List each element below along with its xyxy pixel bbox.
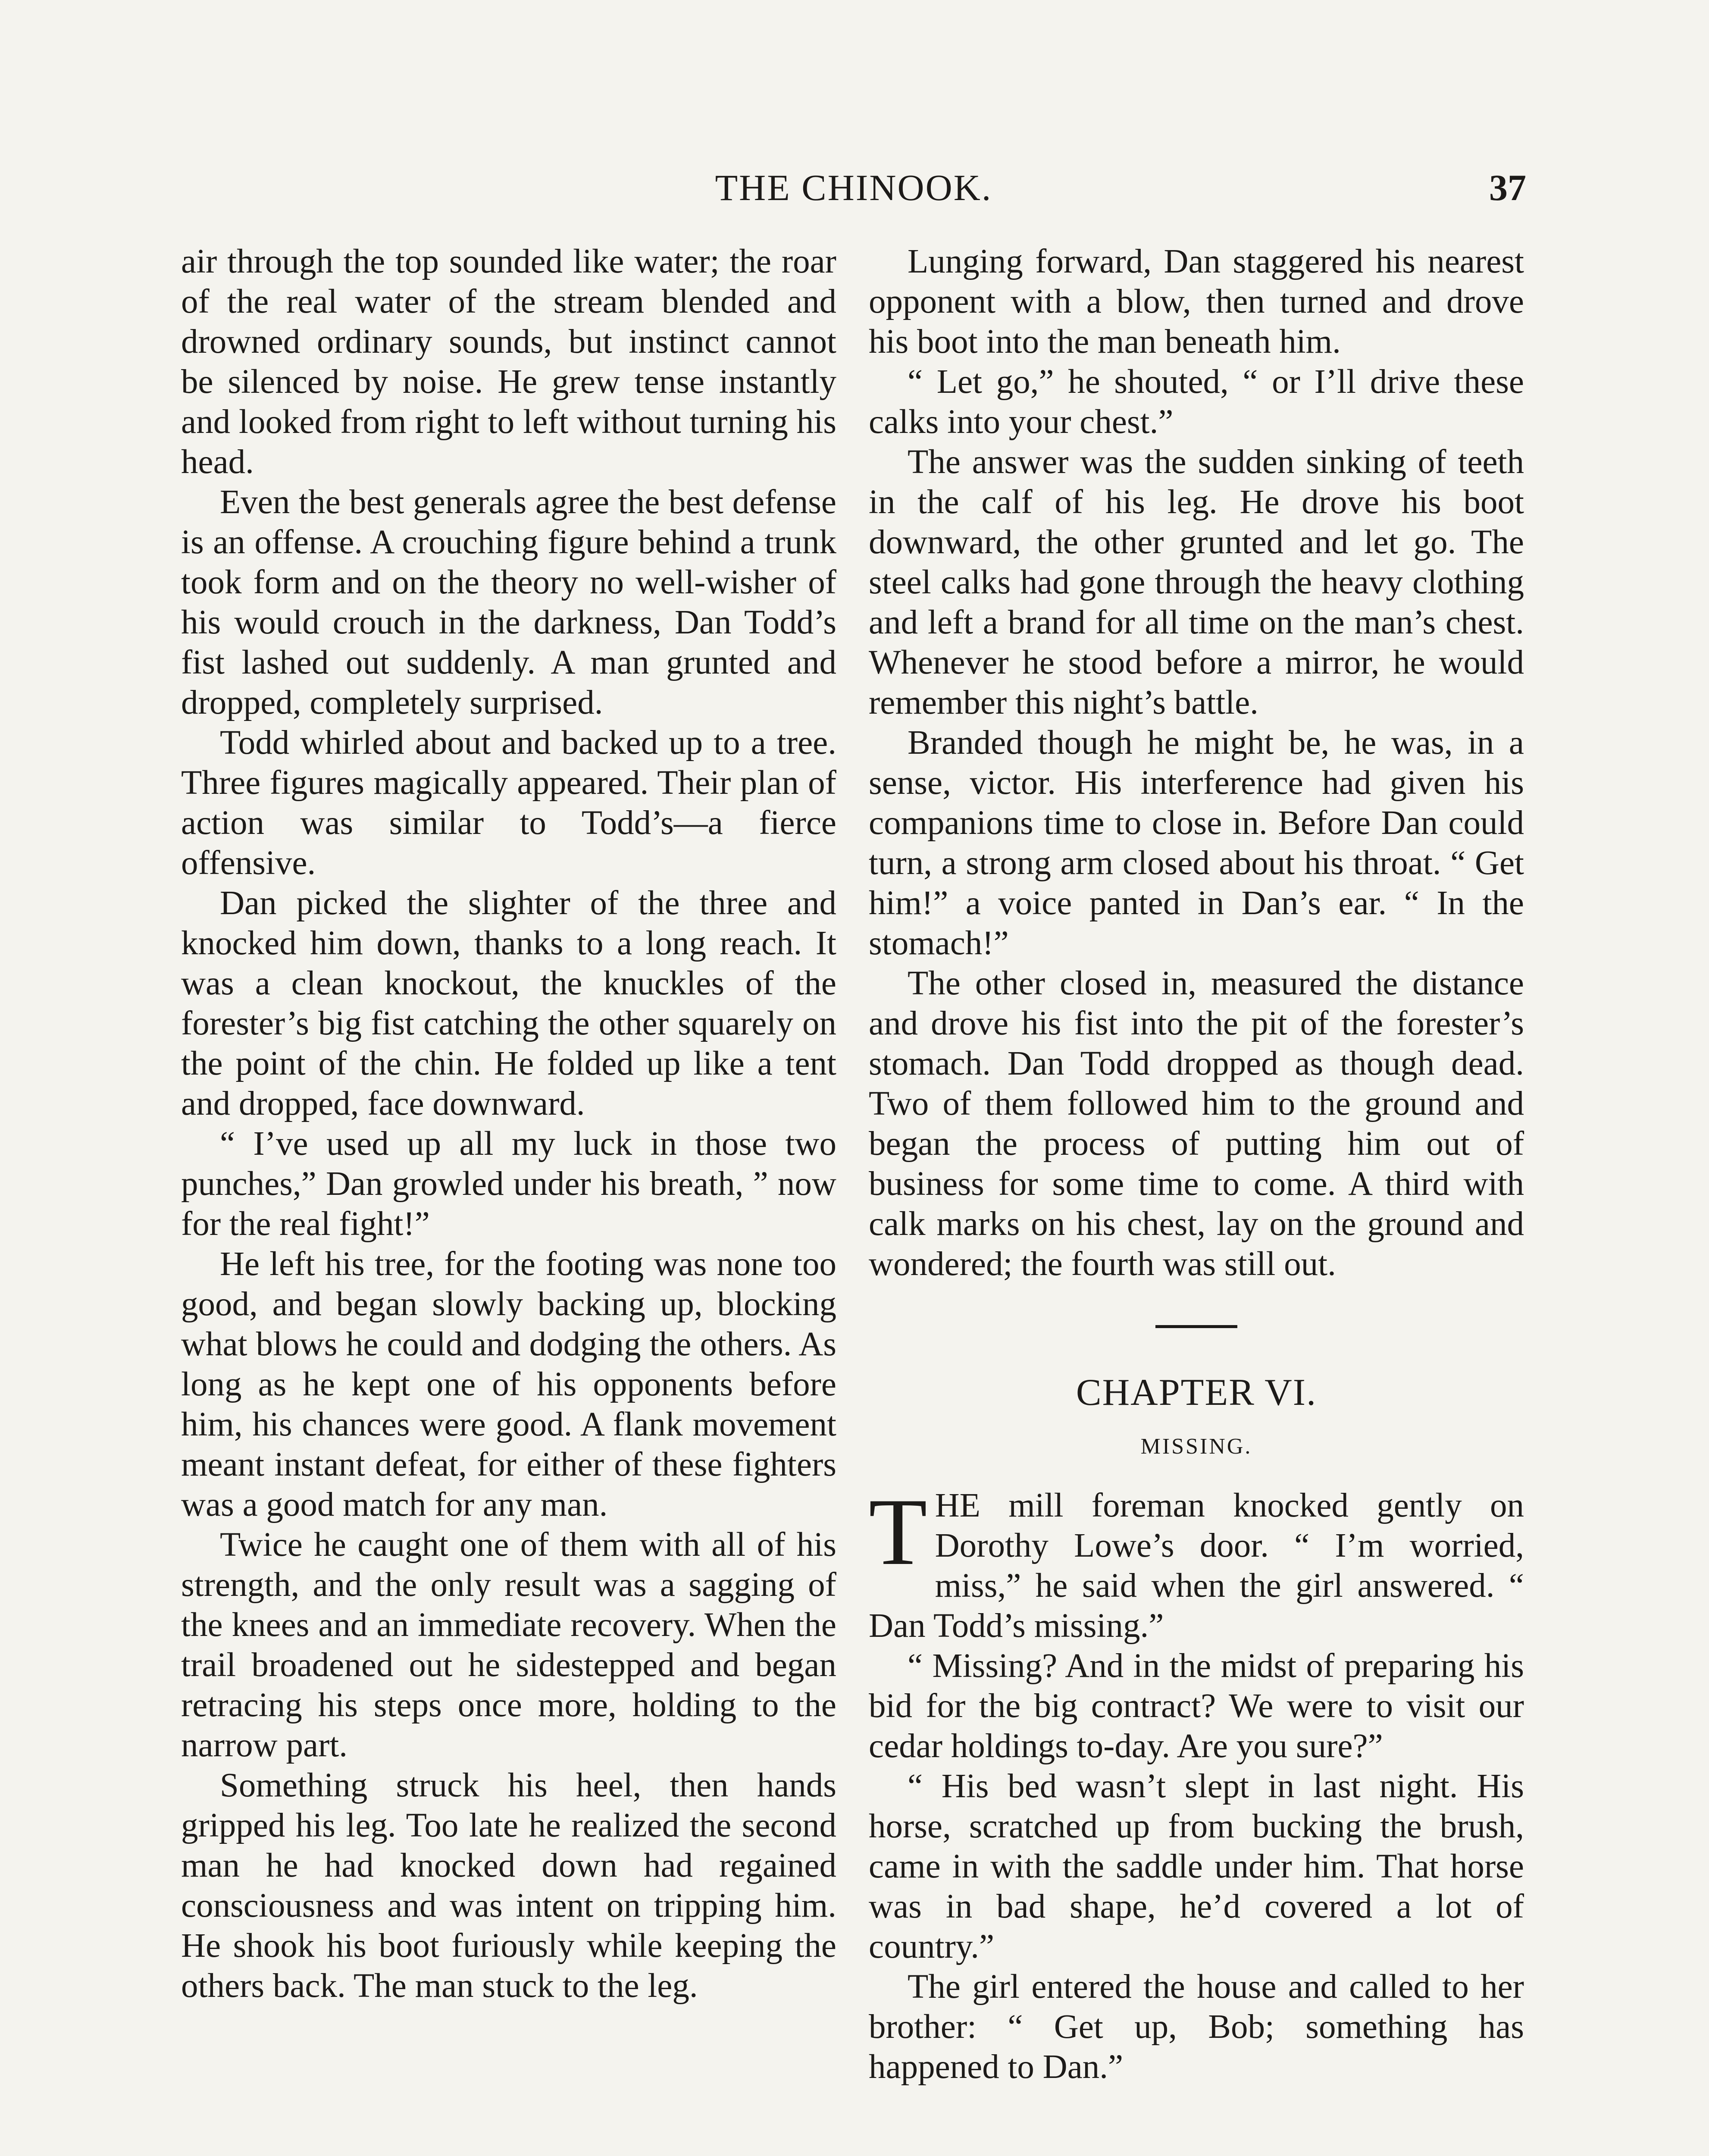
paragraph: “ Let go,” he shouted, “ or I’ll drive these calks into your chest.” [869,363,1524,441]
paragraph: Something struck his heel, then hands gripped his leg. Too late he realized the second man he had knocked down had regained consciousness and was intent on tripping him. He shook his boot furiously while keeping the others back. The man stuck to the leg. [181,1767,836,2005]
paragraph: air through the top sounded like water; the roar of the real water of the stream blended and drowned ordinary sounds, but instinct cannot be silenced by noise. He grew tense instantly and looked from right to left without turning his head. [181,243,836,481]
paragraph: Dan picked the slighter of the three and knocked him down, thanks to a long reach. It was a clean knockout, the knuckles of the forester’s big fist catching the other squarely on the point of the chin. He folded up like a tent and dropped, face downward. [181,884,836,1122]
chapter-heading: CHAPTER VI. [1076,1372,1317,1413]
paragraph: The girl entered the house and called to her brother: “ Get up, Bob; something has happened to Dan.” [869,1968,1524,2086]
page-number: 37 [1489,167,1526,208]
paragraph: He left his tree, for the footing was none too good, and began slowly backing up, blocking what blows he could and dodging the others. As long as he kept one of his opponents before him, his chances were good. A flank movement meant instant defeat, for either of these fighters was a good match for any man. [181,1245,836,1523]
section-divider [1155,1325,1237,1328]
paragraph: Todd whirled about and backed up to a tree. Three figures magically appeared. Their plan of action was similar to Todd’s—a fierce offensive. [181,724,836,882]
chapter-opening-paragraph [869,1479,1524,1646]
paragraph: Even the best generals agree the best defense is an offense. A crouching figure behind a trunk took form and on the theory no well-wisher of his would crouch in the darkness, Dan Todd’s fist lashed out suddenly. A man grunted and dropped, completely surprised. [181,483,836,721]
running-title: THE CHINOOK. [715,167,992,208]
paragraph: The answer was the sudden sinking of teeth in the calf of his leg. He drove his boot downward, the other grunted and let go. The steel calks had gone through the heavy clothing and left a brand for all time on the man’s chest. Whenever he stood before a mirror, he would remember this night’s battle. [869,443,1524,721]
drop-cap: T [869,1479,927,1585]
page-header [181,166,1526,226]
paragraph: Twice he caught one of them with all of his strength, and the only result was a sagging of the knees and an immediate recovery. When the trail broadened out he sidestepped and began retracing his steps once more, holding to the narrow part. [181,1526,836,1764]
paragraph: Branded though he might be, he was, in a sense, victor. His interference had given his companions time to close in. Before Dan could turn, a strong arm closed about his throat. “ Get him!” a voice panted in Dan’s ear. “ In the stomach!” [869,724,1524,962]
opening-text: HE mill foreman knocked gently on Dorothy Lowe’s door. “ I’m worried, miss,” he said when the girl answered. “ Dan Todd’s missing.” [869,1487,1524,1645]
paragraph: “ His bed wasn’t slept in last night. His horse, scratched up from bucking the brush, came in with the saddle under him. That horse was in bad shape, he’d covered a lot of country.” [869,1767,1524,1965]
chapter-subtitle: MISSING. [1140,1434,1252,1459]
left-column [181,241,836,2006]
paragraph: The other closed in, measured the distance and drove his fist into the pit of the forester’s stomach. Dan Todd dropped as though dead. Two of them followed him to the ground and began the process of putting him out of business for some time to come. A third with calk marks on his chest, lay on the ground and wondered; the fourth was still out. [869,965,1524,1283]
paragraph: “ Missing? And in the midst of preparing his bid for the big contract? We were to visit our cedar holdings to-day. Are you sure?” [869,1647,1524,1765]
paragraph: Lunging forward, Dan staggered his nearest opponent with a blow, then turned and drove his boot into the man beneath him. [869,243,1524,360]
right-column [869,241,1524,2087]
paragraph: “ I’ve used up all my luck in those two punches,” Dan growled under his breath, ” now for the real fight!” [181,1125,836,1243]
